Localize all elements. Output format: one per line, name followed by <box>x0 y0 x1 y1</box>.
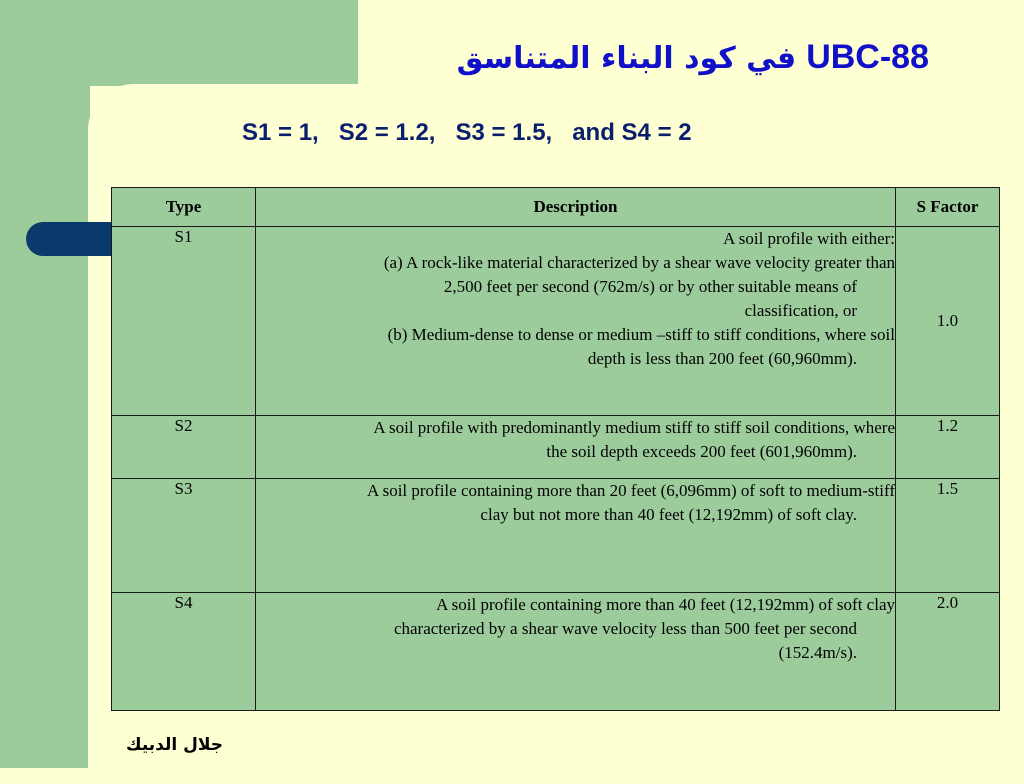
table-row <box>112 479 1000 593</box>
description-cell <box>256 416 896 479</box>
type-cell: S3 <box>112 479 256 593</box>
s-factor-cell: 1.5 <box>896 479 1000 593</box>
s-factor-cell: 1.0 <box>896 227 1000 416</box>
description-line: A soil profile containing more than 40 feet (12,192mm) of soft clay <box>436 595 895 614</box>
green-top-band <box>0 0 358 86</box>
table-row <box>112 416 1000 479</box>
type-cell: S4 <box>112 593 256 711</box>
description-cell <box>256 593 896 711</box>
slide-subtitle: S1 = 1, S2 = 1.2, S3 = 1.5, and S4 = 2 <box>242 119 692 146</box>
navy-tab-decoration <box>26 222 120 256</box>
description-line: A soil profile containing more than 20 feet (6,096mm) of soft to medium-stiff <box>366 481 895 500</box>
type-cell: S2 <box>112 416 256 479</box>
header-s-factor: S Factor <box>896 188 1000 227</box>
description-line: the soil depth exceeds 200 feet (601,960mm). <box>546 442 857 461</box>
s-factor-cell: 1.2 <box>896 416 1000 479</box>
description-line: A soil profile with either: <box>723 229 895 248</box>
green-side-band <box>0 0 90 768</box>
slide-title <box>457 38 929 77</box>
description-line: (152.4m/s). <box>778 643 857 662</box>
header-type: Type <box>112 188 256 227</box>
description-cell <box>256 479 896 593</box>
description-line: (a) A rock-like material characterized by a shear wave velocity greater than <box>383 253 895 272</box>
description-line: A soil profile with predominantly medium stiff to stiff soil conditions, where <box>373 418 895 437</box>
title-latin: UBC-88 <box>806 38 929 76</box>
author-footer: جلال الدبيك <box>126 735 224 755</box>
table-row <box>112 227 1000 416</box>
s-factor-cell: 2.0 <box>896 593 1000 711</box>
description-line: depth is less than 200 feet (60,960mm). <box>587 349 857 368</box>
description-line: clay but not more than 40 feet (12,192mm) of soft clay. <box>480 505 857 524</box>
description-line: 2,500 feet per second (762m/s) or by other suitable means of <box>443 277 857 296</box>
table-header-row <box>112 188 1000 227</box>
soil-profile-table <box>111 187 1000 711</box>
description-line: classification, or <box>744 301 857 320</box>
header-description: Description <box>256 188 896 227</box>
table-row <box>112 593 1000 711</box>
description-line: (b) Medium-dense to dense or medium –stiff to stiff conditions, where soil <box>387 325 895 344</box>
title-arabic: في كود البناء المتناسق <box>456 41 797 76</box>
type-cell: S1 <box>112 227 256 416</box>
description-line: characterized by a shear wave velocity less than 500 feet per second <box>393 619 857 638</box>
description-cell <box>256 227 896 416</box>
